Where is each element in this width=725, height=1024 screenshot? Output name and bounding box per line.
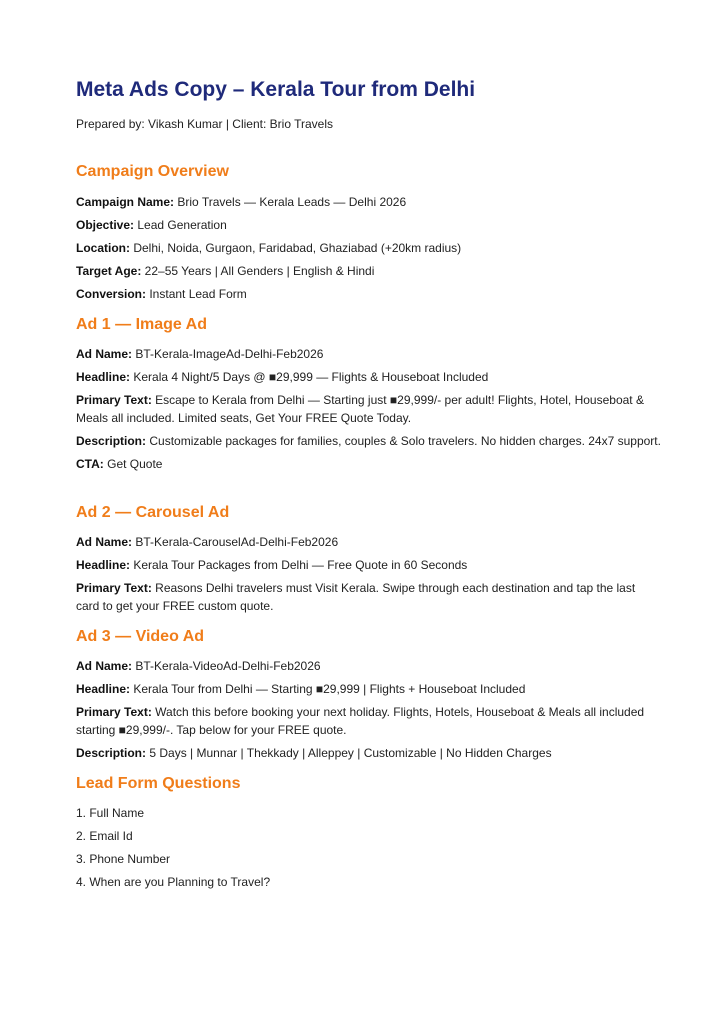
list-item: 1. Full Name xyxy=(76,806,145,820)
campaign-overview-section xyxy=(76,163,661,303)
field-campaign-name: Campaign Name: Brio Travels — Kerala Leads — Delhi 2026 xyxy=(76,195,407,209)
field-primary-text: Primary Text: Watch this before booking your next holiday. Flights, Hotels, Houseboat & Meals all included starting ■29,999/-. Tap below for your FREE quote. xyxy=(76,705,645,737)
ad2-section xyxy=(76,504,661,615)
section-heading: Ad 3 — Video Ad xyxy=(76,628,205,645)
field-target-age: Target Age: 22–55 Years | All Genders | English & Hindi xyxy=(76,264,375,278)
field-description: Description: Customizable packages for families, couples & Solo travelers. No hidden charges. 24x7 support. xyxy=(76,434,661,448)
ad3-section xyxy=(76,628,661,762)
list-item: 3. Phone Number xyxy=(76,852,171,866)
field-headline: Headline: Kerala 4 Night/5 Days @ ■29,999 — Flights & Houseboat Included xyxy=(76,370,489,384)
ad1-section xyxy=(76,316,661,473)
field-objective: Objective: Lead Generation xyxy=(76,218,227,232)
list-item: 4. When are you Planning to Travel? xyxy=(76,875,271,889)
field-ad-name: Ad Name: BT-Kerala-CarouselAd-Delhi-Feb2026 xyxy=(76,535,339,549)
field-conversion: Conversion: Instant Lead Form xyxy=(76,287,247,301)
section-heading: Ad 2 — Carousel Ad xyxy=(76,504,230,521)
field-ad-name: Ad Name: BT-Kerala-ImageAd-Delhi-Feb2026 xyxy=(76,347,324,361)
section-heading: Campaign Overview xyxy=(76,163,229,180)
field-description: Description: 5 Days | Munnar | Thekkady | Alleppey | Customizable | No Hidden Charges xyxy=(76,746,552,760)
section-heading: Ad 1 — Image Ad xyxy=(76,316,207,333)
section-heading: Lead Form Questions xyxy=(76,775,241,792)
prepared-by-line: Prepared by: Vikash Kumar | Client: Brio Travels xyxy=(76,117,334,131)
list-item: 2. Email Id xyxy=(76,829,133,843)
page-title: Meta Ads Copy – Kerala Tour from Delhi xyxy=(76,78,476,101)
field-primary-text: Primary Text: Reasons Delhi travelers must Visit Kerala. Swipe through each destination and tap the last card to get your FREE custom quote. xyxy=(76,581,636,613)
lead-form-section xyxy=(76,775,661,891)
field-ad-name: Ad Name: BT-Kerala-VideoAd-Delhi-Feb2026 xyxy=(76,659,321,673)
field-primary-text: Primary Text: Escape to Kerala from Delhi — Starting just ■29,999/- per adult! Flights, Hotel, Houseboat & Meals all included. Limited seats, Get Your FREE Quote Today. xyxy=(76,393,644,425)
field-cta: CTA: Get Quote xyxy=(76,457,163,471)
field-location: Location: Delhi, Noida, Gurgaon, Faridabad, Ghaziabad (+20km radius) xyxy=(76,241,462,255)
field-headline: Headline: Kerala Tour Packages from Delhi — Free Quote in 60 Seconds xyxy=(76,558,468,572)
field-headline: Headline: Kerala Tour from Delhi — Starting ■29,999 | Flights + Houseboat Included xyxy=(76,682,526,696)
